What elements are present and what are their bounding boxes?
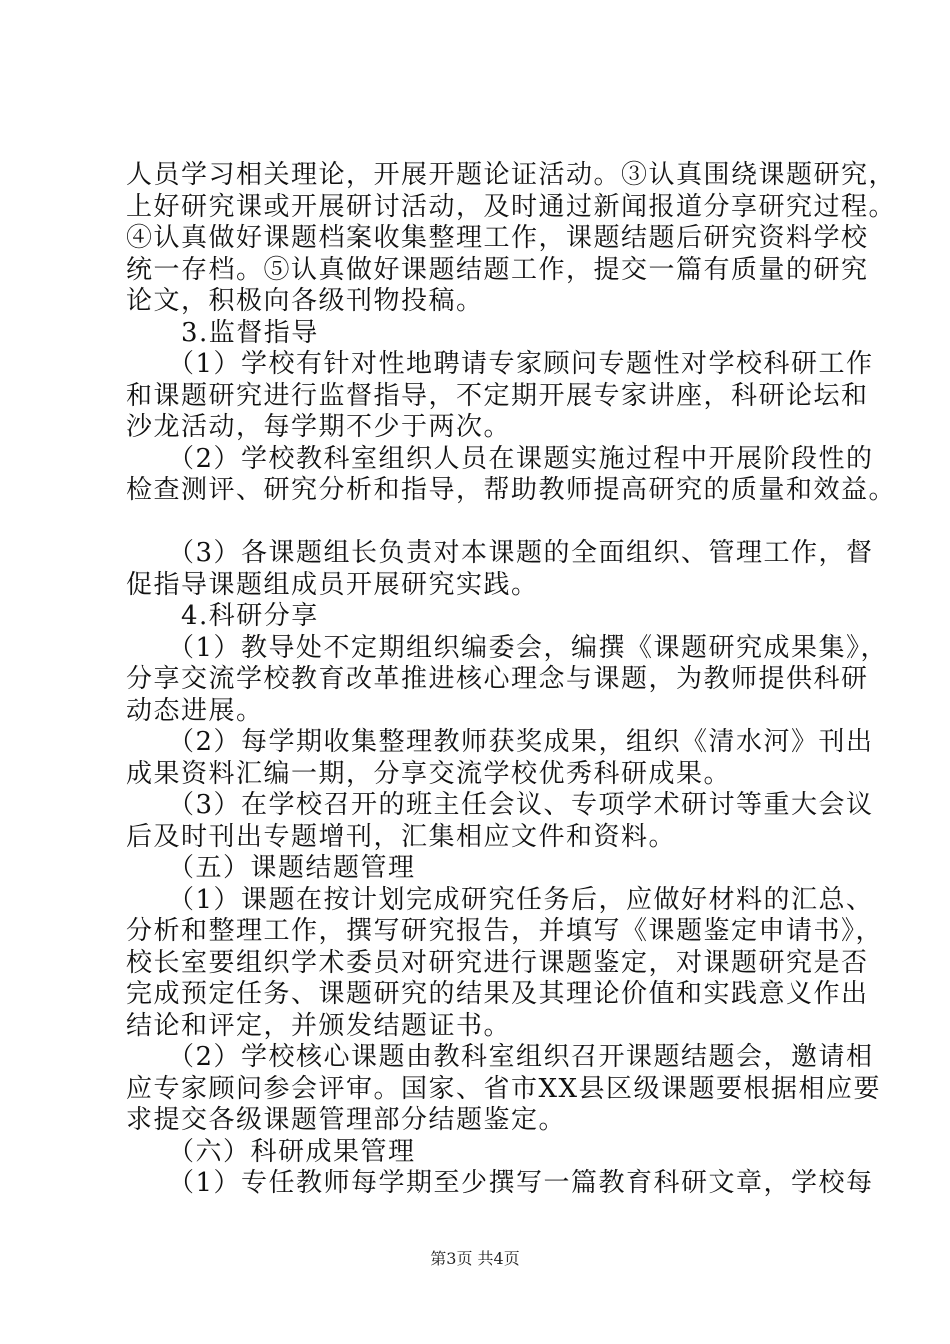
- text-line: 促指导课题组成员开展研究实践。: [126, 569, 539, 600]
- section-heading: （五）课题结题管理: [126, 853, 416, 883]
- text-line: 完成预定任务、课题研究的结果及其理论价值和实践意义作出: [126, 979, 869, 1009]
- text-line: 沙龙活动，每学期不少于两次。: [126, 412, 512, 442]
- text-line: （2）学校教科室组织人员在课题实施过程中开展阶段性的: [126, 443, 874, 474]
- blank-line: [126, 507, 832, 539]
- text-line: 应专家顾问参会评审。国家、省市XX县区级课题要根据相应要: [126, 1073, 882, 1104]
- section-heading: 4.科研分享: [126, 601, 319, 631]
- text-line: 分享交流学校教育改革推进核心理念与课题，为教师提供科研: [126, 664, 869, 694]
- text-line: （3）在学校召开的班主任会议、专项学术研讨等重大会议: [126, 790, 874, 820]
- text-line: （1）教导处不定期组织编委会，编撰《课题研究成果集》，: [126, 632, 889, 663]
- text-line: 动态进展。: [126, 695, 264, 726]
- text-line: 论文，积极向各级刊物投稿。: [126, 286, 484, 316]
- text-line: 统一存档。⑤认真做好课题结题工作，提交一篇有质量的研究: [126, 254, 869, 285]
- text-line: （1）课题在按计划完成研究任务后，应做好材料的汇总、: [126, 884, 874, 915]
- text-line: 上好研究课或开展研讨活动，及时通过新闻报道分享研究过程。: [126, 191, 897, 222]
- text-line: （2）学校核心课题由教科室组织召开课题结题会，邀请相: [126, 1042, 874, 1072]
- text-line: 结论和评定，并颁发结题证书。: [126, 1010, 512, 1041]
- text-line: （1）学校有针对性地聘请专家顾问专题性对学校科研工作: [126, 349, 874, 379]
- text-line: （1）专任教师每学期至少撰写一篇教育科研文章，学校每: [126, 1168, 874, 1198]
- text-line: 分析和整理工作，撰写研究报告，并填写《课题鉴定申请书》，: [126, 916, 884, 946]
- text-line: （3）各课题组长负责对本课题的全面组织、管理工作，督: [126, 538, 874, 568]
- page-number-footer: 第3页 共4页: [430, 1249, 520, 1268]
- section-heading: 3.监督指导: [126, 317, 319, 348]
- text-line: 校长室要组织学术委员对研究进行课题鉴定，对课题研究是否: [126, 947, 869, 978]
- text-line: 人员学习相关理论，开展开题论证活动。③认真围绕课题研究，: [126, 160, 897, 190]
- text-line: 和课题研究进行监督指导，不定期开展专家讲座，科研论坛和: [126, 380, 869, 411]
- text-line: ④认真做好课题档案收集整理工作，课题结题后研究资料学校: [126, 223, 869, 253]
- document-body: [126, 160, 897, 1200]
- text-line: 后及时刊出专题增刊，汇集相应文件和资料。: [126, 821, 677, 852]
- text-line: 成果资料汇编一期，分享交流学校优秀科研成果。: [126, 758, 732, 789]
- section-heading: （六）科研成果管理: [126, 1136, 416, 1167]
- text-line: 检查测评、研究分析和指导，帮助教师提高研究的质量和效益。: [126, 475, 897, 505]
- text-line: 求提交各级课题管理部分结题鉴定。: [126, 1105, 567, 1135]
- text-line: （2）每学期收集整理教师获奖成果，组织《清水河》刊出: [126, 727, 874, 757]
